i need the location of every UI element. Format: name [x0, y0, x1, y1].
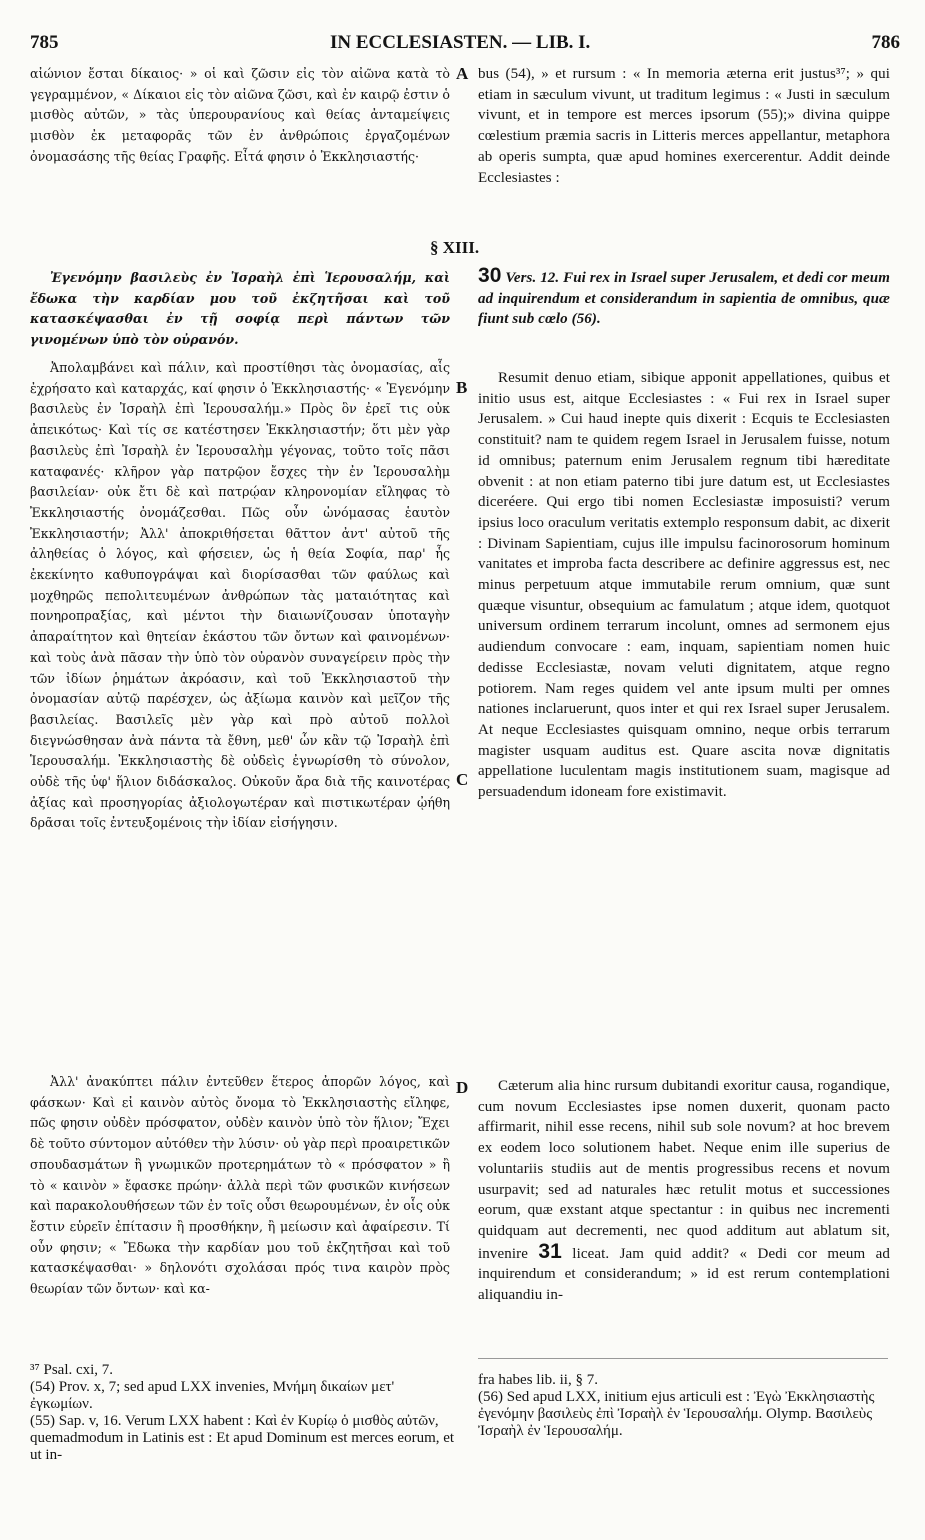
running-header [30, 32, 900, 60]
footnotes-left [30, 1362, 460, 1464]
latin-commentary-1: Resumit denuo etiam, sibique apponit appellationes, quibus et initio usus est, aitque Ecclesiastes : « Fui rex in Israel super Jerusalem. » Cui haud inepte quis dixerit : Ecquis te Ecclesiasten constituit? nam te quidem regem Israel in Jerusalem fuisse, notum id omnibus; paternum enim Jerusalem regnum tibi hæreditate obvenit : at non etiam paterno tibi jure datum est, ut Ecclesiastes diceréere. Qui ergo tibi nomen Ecclesiastæ imposuisti? verum ipsius loco oraculum veritatis extemplo responsum dabit, ac dixerit : Divinam Sapientiam, cujus ille impulsu facinorosorum hominum vanitates et improba facta describere ac definire aggressus est, nec minus perpetuum atque immutabile rerum omnium, quæ sunt quæque visuntur, obsequium ac famulatum ; atque idem, quotquot universum ordinem terrarum incolunt, omnes ad sermonem ejus audiendum convocare : eam, inquam, sapientiam nomen huic dedisse Ecclesiastæ, novam veluti dignitatem, atque regno potiorem. Nam reges quidem vel ante ipsum multi per omnes nationes inclaruerunt, quos inter et qui rex Israel super Jerusalem. At neque Ecclesiastes quisquam omnino, neque orbis terrarum magister usquam auditus est. Quare ascita novæ dignitatis appellatione luculentam magis institutionem suam, magisque ad persuadendum idoneam fore existimavit. [478, 370, 890, 801]
greek-verse: Ἐγενόμην βασιλεὺς ἐν Ἰσραὴλ ἐπὶ Ἱερουσαλήμ, καὶ ἔδωκα τὴν καρδίαν μου τοῦ ἐκζητῆσαι καὶ τοῦ κατασκέψασθαι ἐν τῇ σοφίᾳ περὶ πάντων τῶν γινομένων ὑπὸ τὸν οὐρανόν. [30, 270, 450, 348]
latin-commentary-2 [478, 1076, 890, 1344]
footnote: fra habes lib. ii, § 7. [478, 1372, 598, 1388]
column-number-30: 30 [478, 266, 502, 287]
footnote: (54) Prov. x, 7; sed apud LXX invenies, Μνήμη δικαίων μετ' ἐγκωμίων. [30, 1379, 395, 1412]
latin-verse-text: Vers. 12. Fui rex in Israel super Jerusalem, et dedi cor meum ad inquirendum et considerandum in sapientia de omnibus, quæ fiunt sub cœlo (56). [478, 270, 890, 328]
page-number-right: 786 [871, 32, 900, 53]
margin-marker-a: A [456, 64, 469, 83]
greek-commentary-1: Ἀπολαμβάνει καὶ πάλιν, καὶ προστίθησι τὰς ὀνομασίας, αἷς ἐχρήσατο καὶ καταρχάς, καί φησιν ὁ Ἐκκλησιαστής· « Ἐγενόμην βασιλεὺς ἐν Ἰσραὴλ ἐπὶ Ἱερουσαλήμ.» Πρὸς ὃν ἐρεῖ τις οὐκ ἀπεικότως· Καὶ τίς σε κατέστησεν Ἐκκλησιαστήν; ὅτι μὲν γὰρ βασιλεὺς ἐπὶ Ἰσραὴλ ἐν Ἱερουσαλὴμ γέγονας, τοῦτο τοῖς πᾶσι καταφανές· κλῆρον γὰρ πατρῷον ἔσχες τὴν ἐν Ἱερουσαλὴμ βασιλείαν· οὐκ ἔτι δὲ καὶ πατρῴαν κληρονομίαν εἴληφας τὸ Ἐκκλησιαστής ὀνομάζεσθαι. Πῶς οὖν ὠνόμασας ἑαυτὸν Ἐκκλησιαστήν; Ἀλλ' ἀποκριθήσεται θᾶττον ἀντ' αὐτοῦ τῆς ἀληθείας ὁ λόγος, καὶ φήσειεν, ὡς ἡ θεία Σοφία, παρ' ἧς ἐκεκίνητο καθυπογράψαι καὶ διορίσασθαι τῶν φαύλως καὶ μοχθηρῶς πεπολιτευμένων ἀνθρώπων τὰς ματαιότητας καὶ πονηροπραξίας, καὶ μέντοι τὴν διαιωνίζουσαν ὑποταγὴν ἀπαραίτητον καὶ θητείαν ἑκάστου τῶν ὄντων καὶ φαινομένων· καὶ τοὺς ἀνὰ πᾶσαν τὴν ὑπὸ τὸν οὐρανὸν συναγείρειν πρὸς τὴν τῶν ἰδίων ῥημάτων ἀκρόασιν, καὶ τοῦ Ἐκκλησιαστοῦ τὴν ὀνομασίαν αὐτῷ παρέσχεν, ὡς ἀξίωμα καινὸν καὶ μεῖζον τῆς βασιλείας. Βασιλεῖς μὲν γὰρ καὶ πρὸ αὐτοῦ πολλοὶ διεγνώσθησαν ἀνὰ πάντα τὰ ἔθνη, μεθ' ὧν κἂν τῷ Ἰσραὴλ ἐπὶ Ἱερουσαλήμ. Ἐκκλησιαστὴς δὲ οὐδεὶς ἐγνωρίσθη τὸ σύνολον, οὐδὲ τῆς ὑφ' ἥλιον διδάσκαλος. Οὐκοῦν ἄρα διὰ τῆς καινοτέρας ἀξίας καὶ προσηγορίας ἀξιολογωτέραν καὶ πιστικωτέραν ᾠήθη δρᾶσαι τοῖς ἐντευξομένοις τὴν ἰδίαν εἰσήγησιν. [30, 360, 450, 831]
column-number-31: 31 [538, 1239, 562, 1263]
margin-marker-d: D [456, 1078, 469, 1097]
latin-p2-after: liceat. Jam quid addit? « Dedi cor meum ad inquirendum et considerandum; » id est rerum contemplationi aliquandiu in- [478, 1245, 890, 1304]
greek-intro: αἰώνιον ἔσται δίκαιος· » οἱ καὶ ζῶσιν εἰς τὸν αἰῶνα κατὰ τὸ γεγραμμένον, « Δίκαιοι εἰς τὸν αἰῶνα ζῶσι, καὶ ἐν καιρῷ ἐστιν ὁ μισθὸς αὐτῶν, » τὰς ὑπερουρανίους καὶ θείας ἀνταμείψεις μισθὸν ἐκ μεταφορᾶς τῶν ἐν ἀνθρώποις ἐργαζομένων ὀνομασάσης τῆς θείας Γραφῆς. Εἶτά φησιν ὁ Ἐκκλησιαστής· [30, 66, 450, 164]
footnote: ³⁷ Psal. cxi, 7. [30, 1362, 114, 1378]
margin-marker-b: B [456, 378, 468, 397]
running-title: IN ECCLESIASTEN. — LIB. I. [330, 32, 591, 53]
latin-verse [478, 266, 890, 342]
greek-commentary-2: Ἀλλ' ἀνακύπτει πάλιν ἐντεῦθεν ἕτερος ἀπορῶν λόγος, καὶ φάσκων· Καὶ εἰ καινὸν αὐτὸς ὄνομα τὸ Ἐκκλησιαστὴς εἴληφε, πῶς φησιν οὐδὲν πρόσφατον, οὐδὲν καινὸν ὑπὸ τὸν ἥλιον; Ἔχει δὲ τοῦτο σύντομον αὐτόθεν τὴν λύσιν· οὐ γὰρ περὶ προαιρετικῶν σπουδασμάτων ἢ γνωμικῶν προτερημάτων τὸ « πρόσφατον » ἢ τὸ « καινὸν » ἔφασκε πρώην· ἀλλὰ περὶ τῶν φυσικῶν κινήσεων καὶ παρακολουθήσεων τῶν ἐν τοῖς οὖσι θεωρουμένων, ἐν οἷς οὐκ ἔστιν εὑρεῖν ἐπίτασιν ἢ προσθήκην, ἢ μείωσιν καὶ ἀφαίρεσιν. Τί οὖν φησιν; « Ἔδωκα τὴν καρδίαν μου τοῦ ἐκζητῆσαι καὶ τοῦ κατασκέψασθαι· » δηλονότι σχολάσαι πρός τινα καιρὸν πρὸς θεωρίαν τῶν ὄντων· καὶ κα- [30, 1074, 450, 1297]
latin-p2-before: Cæterum alia hinc rursum dubitandi exoritur causa, rogandique, cum novum Ecclesiastes ipse nomen duxerit, quonam pacto affirmarit, nihil esse recens, nihil sub sole novum? at hoc brevem ex eodem loco solutionem habet. Neque enim ille superius de voluntariis studiis aut de mentis progressibus recens et novum usurpavit; sed ad naturales hæc retulit motus et successiones eorum, quæ exstant atque spectantur : in quibus nec incrementi quidquam aut decrementi, nec quod additum aut ablatum sit, invenire [478, 1078, 890, 1262]
latin-intro: bus (54), » et rursum : « In memoria æterna erit justus³⁷; » qui etiam in sæculum vivunt, ut traditum legimus : « Justi in sæculum vivunt, et in tempore est merces ipsorum (55);» divina quippe cœlestium præmia sacris in Litteris merces appellantur, metaphora ab operis sumpta, quæ apud homines exercerentur. Addit deinde Ecclesiastes : [478, 66, 890, 186]
footnote-divider [478, 1358, 888, 1359]
footnote: (56) Sed apud LXX, initium ejus articuli est : Ἐγὼ Ἐκκλησιαστὴς ἐγενόμην βασιλεὺς ἐπὶ Ἰσραὴλ ἐν Ἱερουσαλήμ. Olymp. Βασιλεὺς Ἰσραὴλ ἐν Ἱερουσαλήμ. [478, 1389, 875, 1439]
footnotes-right [478, 1372, 890, 1440]
section-heading: § XIII. [430, 238, 480, 257]
margin-marker-c: C [456, 770, 469, 789]
page-number-left: 785 [30, 32, 59, 53]
footnote: (55) Sap. v, 16. Verum LXX habent : Καὶ ἐν Κυρίῳ ὁ μισθὸς αὐτῶν, quemadmodum in Latinis est : Et apud Dominum est merces eorum, et ut in- [30, 1413, 455, 1463]
